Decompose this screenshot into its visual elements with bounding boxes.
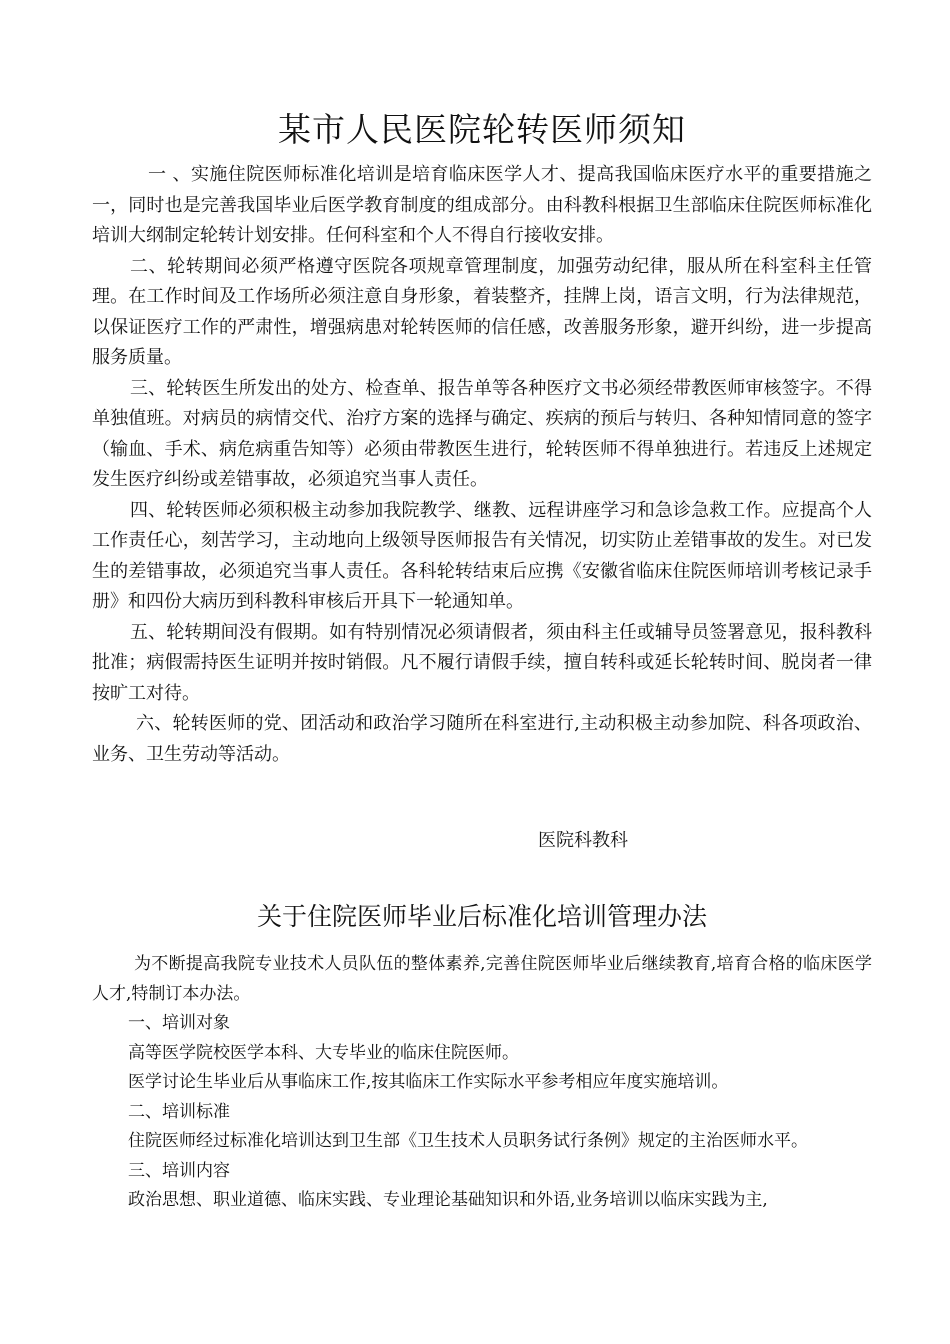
heading-training-content: 三、培训内容 — [128, 1160, 230, 1181]
regulation-body — [92, 950, 872, 1216]
document-title: 某市人民医院轮转医师须知 — [278, 110, 686, 149]
notice-paragraph-6: 六、轮转医师的党、团活动和政治学习随所在科室进行,主动积极主动参加院、科各项政治、业务、卫生劳动等活动。 — [92, 713, 872, 765]
notice-paragraph-1: 一 、实施住院医师标准化培训是培育临床医学人才、提高我国临床医疗水平的重要措施之一，同时也是完善我国毕业后医学教育制度的组成部分。由科教科根据卫生部临床住院医师标准化培训大纲制定轮转计划安排。任何科室和个人不得自行接收安排。 — [92, 164, 872, 246]
section-title: 关于住院医师毕业后标准化培训管理办法 — [256, 902, 707, 931]
regulation-line: 医学讨论生毕业后从事临床工作,按其临床工作实际水平参考相应年度实施培训。 — [128, 1072, 729, 1092]
regulation-intro: 为不断提高我院专业技术人员队伍的整体素养,完善住院医师毕业后继续教育,培育合格的临床医学人才,特制订本办法。 — [92, 954, 872, 1004]
notice-paragraph-4: 四、轮转医师必须积极主动参加我院教学、继教、远程讲座学习和急诊急救工作。应提高个人工作责任心，刻苦学习，主动地向上级领导医师报告有关情况，切实防止差错事故的发生。对已发生的差错事故，必须追究当事人责任。各科轮转结束后应携《安徽省临床住院医师培训考核记录手册》和四份大病历到科教科审核后开具下一轮通知单。 — [92, 499, 872, 612]
notice-paragraph-5: 五、轮转期间没有假期。如有特别情况必须请假者，须由科主任或辅导员签署意见，报科教科批准；病假需持医生证明并按时销假。凡不履行请假手续，擅自转科或延长轮转时间、脱岗者一律按旷工对待。 — [92, 621, 872, 704]
notice-paragraph-2: 二、轮转期间必须严格遵守医院各项规章管理制度，加强劳动纪律，服从所在科室科主任管理。在工作时间及工作场所必须注意自身形象，着装整齐，挂牌上岗，语言文明，行为法律规范，以保证医疗工作的严肃性，增强病患对轮转医师的信任感，改善服务形象，避开纠纷，进一步提高服务质量。 — [92, 255, 872, 368]
notice-body — [92, 160, 872, 770]
regulation-line: 高等医学院校医学本科、大专毕业的临床住院医师。 — [128, 1042, 519, 1063]
heading-training-standard: 二、培训标准 — [128, 1101, 230, 1122]
regulation-line: 政治思想、职业道德、临床实践、专业理论基础知识和外语,业务培训以临床实践为主, — [128, 1190, 768, 1210]
notice-paragraph-3: 三、轮转医生所发出的处方、检查单、报告单等各种医疗文书必须经带教医师审核签字。不得单独值班。对病员的病情交代、治疗方案的选择与确定、疾病的预后与转归、各种知情同意的签字（输血、手术、病危病重告知等）必须由带教医生进行，轮转医师不得单独进行。若违反上述规定发生医疗纠纷或差错事故，必须追究当事人责任。 — [92, 377, 872, 490]
regulation-line: 住院医师经过标准化培训达到卫生部《卫生技术人员职务试行条例》规定的主治医师水平。 — [128, 1131, 808, 1151]
heading-training-target: 一、培训对象 — [128, 1013, 230, 1033]
signature: 医院科教科 — [538, 830, 628, 851]
